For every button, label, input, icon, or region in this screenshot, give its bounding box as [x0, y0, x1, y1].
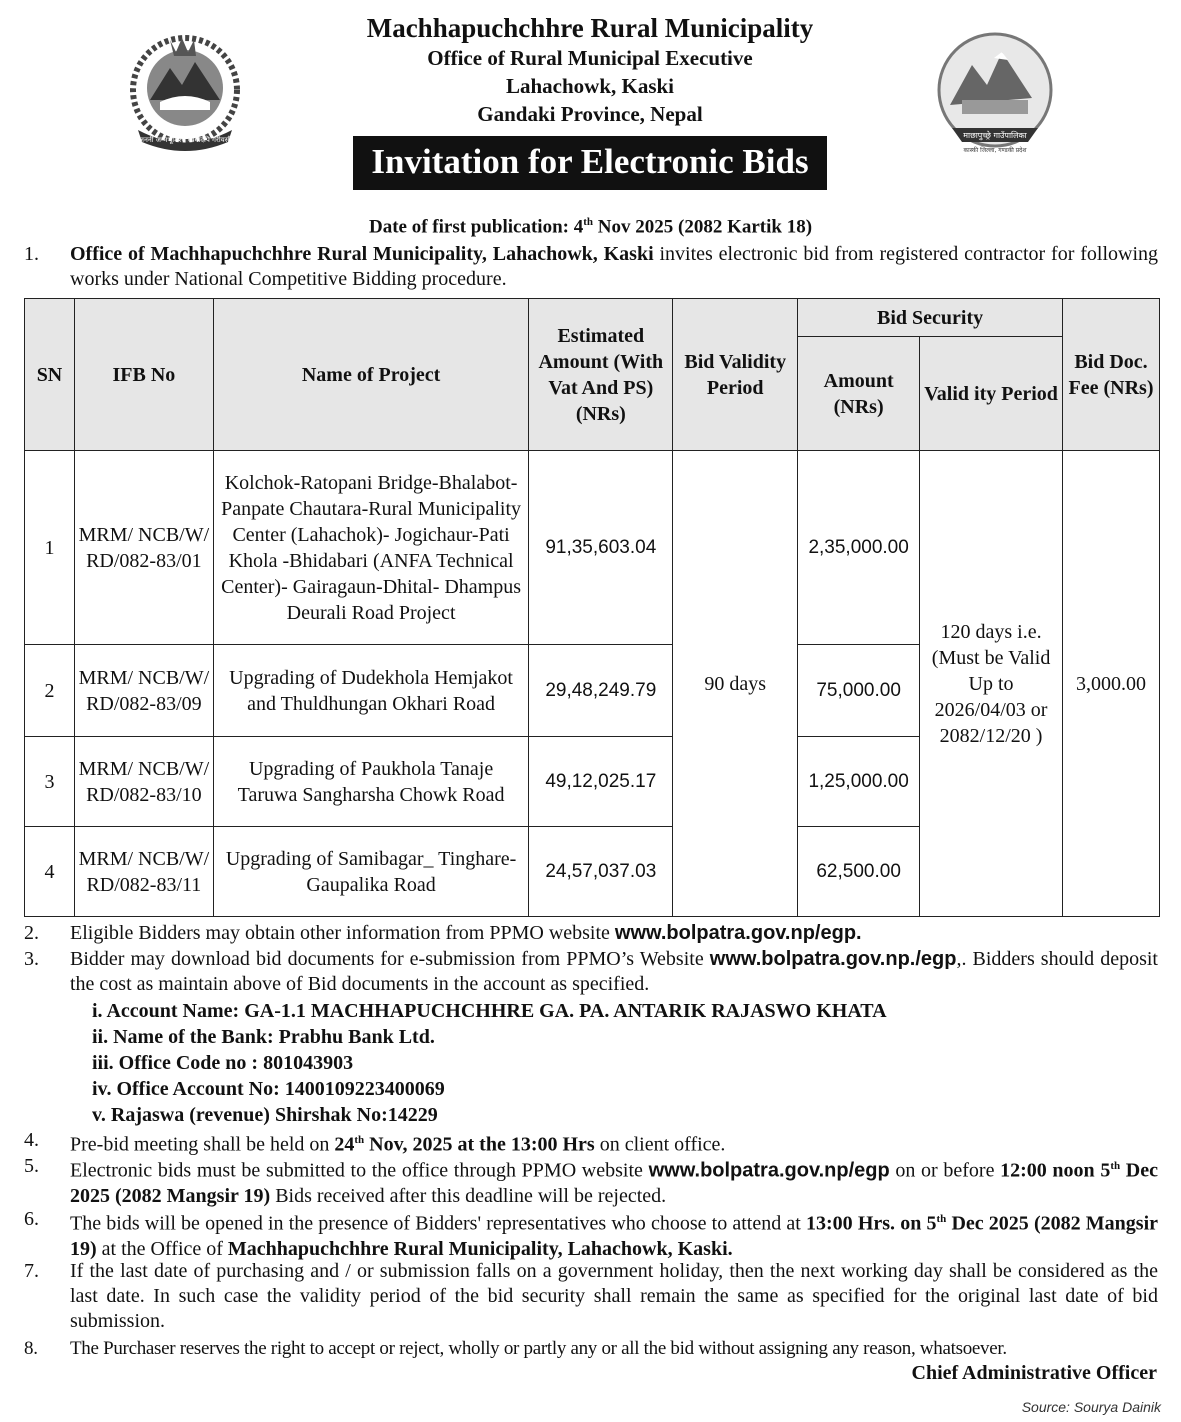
row-estimated: 91,35,603.04 — [529, 451, 673, 645]
header-security-validity: Valid ity Period — [920, 337, 1063, 451]
office-location: Lahachowk, Kaski — [505, 74, 675, 98]
notice-title-banner: Invitation for Electronic Bids — [353, 136, 826, 190]
publication-date: Date of first publication: 4th Nov 2025 (2082 Kartik 18) — [368, 216, 813, 238]
bank-name: ii. Name of the Bank: Prabhu Bank Ltd. — [92, 1026, 435, 1048]
header-sn: SN — [25, 299, 75, 451]
row-project: Upgrading of Paukhola Tanaje Taruwa Sangharsha Chowk Road — [213, 737, 529, 827]
bid-validity-period: 90 days — [673, 451, 798, 917]
header-doc-fee: Bid Doc. Fee (NRs) — [1063, 299, 1160, 451]
clause-3: 3. Bidder may download bid documents for e-submission from PPMO’s Website www.bolpatra.gov.np./egp,. Bidders should deposit the cost as maintain above of Bid documents in the account as specified. — [24, 948, 1158, 995]
svg-text:जननी जन्मभूमिश्च स्वर्गादपि गर: जननी जन्मभूमिश्च स्वर्गादपि गरीयसी — [138, 136, 232, 144]
clause-5: 5. Electronic bids must be submitted to the office through PPMO website www.bolpatra.gov.np/egp on or before 12:00 noon 5th Dec 2025 (2082 Mangsir 19) Bids received after this deadline will be rejected. — [24, 1155, 1159, 1207]
row-ifb: MRM/ NCB/W/ RD/082-83/10 — [74, 737, 213, 827]
rajaswa-no: v. Rajaswa (revenue) Shirshak No:14229 — [92, 1104, 438, 1126]
svg-text:माछापुच्छ्रे गाउँपालिका: माछापुच्छ्रे गाउँपालिका — [963, 131, 1027, 140]
bid-doc-fee: 3,000.00 — [1063, 451, 1160, 917]
header-estimated-amount: Estimated Amount (With Vat And PS) (NRs) — [529, 299, 673, 451]
row-security: 75,000.00 — [798, 645, 920, 737]
ppmo-link[interactable]: www.bolpatra.gov.np/egp. — [614, 922, 862, 944]
svg-text:कास्की जिल्ला, गण्डकी प्रदेश: कास्की जिल्ला, गण्डकी प्रदेश — [963, 147, 1027, 154]
row-sn: 3 — [25, 737, 75, 827]
office-account-no: iv. Office Account No: 1400109223400069 — [92, 1078, 445, 1100]
office-code: iii. Office Code no : 801043903 — [92, 1052, 354, 1074]
row-estimated: 29,48,249.79 — [529, 645, 673, 737]
clause-8: 8. The Purchaser reserves the right to accept or reject, wholly or partly any or all the bid without assigning any reason, whatsoever. — [24, 1338, 1007, 1359]
office-name: Office of Rural Municipal Executive — [427, 46, 753, 70]
municipality-name: Machhapuchchhre Rural Municipality — [366, 13, 814, 43]
header-bid-validity: Bid Validity Period — [673, 299, 798, 451]
row-sn: 4 — [25, 827, 75, 917]
row-sn: 1 — [25, 451, 75, 645]
header-project-name: Name of Project — [213, 299, 529, 451]
header-ifb-no: IFB No — [74, 299, 213, 451]
row-ifb: MRM/ NCB/W/ RD/082-83/01 — [74, 451, 213, 645]
signatory-title: Chief Administrative Officer — [911, 1362, 1157, 1384]
notice-header — [260, 12, 920, 190]
clause-2: 2. Eligible Bidders may obtain other information from PPMO website www.bolpatra.gov.np/egp. — [24, 922, 862, 944]
table-row — [25, 451, 1160, 645]
source-credit: Source: Sourya Dainik — [1021, 1399, 1161, 1415]
clause-1: 1. Office of Machhapuchchhre Rural Municipality, Lahachowk, Kaski invites electronic bid from registered contractor for following works under National Competitive Bidding procedure. — [24, 243, 1158, 290]
row-sn: 2 — [25, 645, 75, 737]
header-security-amount: Amount (NRs) — [798, 337, 920, 451]
row-security: 2,35,000.00 — [798, 451, 920, 645]
office-province: Gandaki Province, Nepal — [477, 102, 703, 126]
ppmo-link[interactable]: www.bolpatra.gov.np/egp — [648, 1159, 890, 1182]
clause-4: 4. Pre-bid meeting shall be held on 24th Nov, 2025 at the 13:00 Hrs on client office. — [24, 1129, 726, 1156]
bids-table — [24, 298, 1160, 917]
account-name: i. Account Name: GA-1.1 MACHHAPUCHCHHRE GA. PA. ANTARIK RAJASWO KHATA — [92, 1000, 887, 1022]
row-project: Upgrading of Dudekhola Hemjakot and Thuldhungan Okhari Road — [213, 645, 529, 737]
municipality-logo — [932, 30, 1058, 160]
clause-6: 6. The bids will be opened in the presence of Bidders' representatives who choose to attend at 13:00 Hrs. on 5th Dec 2025 (2082 Mangsir 19) at the Office of Machhapuchchhre Rural Municipality, Lahachowk, Kaski. — [24, 1208, 1159, 1260]
header-bid-security: Bid Security — [798, 299, 1063, 337]
row-security: 62,500.00 — [798, 827, 920, 917]
nepal-emblem-logo — [110, 30, 260, 160]
ppmo-link[interactable]: www.bolpatra.gov.np./egp — [709, 948, 957, 970]
security-validity-period: 120 days i.e. (Must be Valid Up to 2026/04/03 or 2082/12/20 ) — [920, 451, 1063, 917]
row-project: Kolchok-Ratopani Bridge-Bhalabot-Panpate Chautara-Rural Municipality Center (Lahachok)- Jogichaur-Pati Khola -Bhidabari (ANFA Technical Center)- Gairagaun-Dhital- Dhampus Deurali Road Project — [213, 451, 529, 645]
row-estimated: 24,57,037.03 — [529, 827, 673, 917]
row-estimated: 49,12,025.17 — [529, 737, 673, 827]
row-ifb: MRM/ NCB/W/ RD/082-83/11 — [74, 827, 213, 917]
row-security: 1,25,000.00 — [798, 737, 920, 827]
clause-7: 7. If the last date of purchasing and / or submission falls on a government holiday, then the next working day shall be considered as the last date. In such case the validity period of the bid security shall remain the same as specified for the original last date of bid submission. — [24, 1260, 1158, 1332]
row-project: Upgrading of Samibagar_ Tinghare- Gaupalika Road — [213, 827, 529, 917]
row-ifb: MRM/ NCB/W/ RD/082-83/09 — [74, 645, 213, 737]
